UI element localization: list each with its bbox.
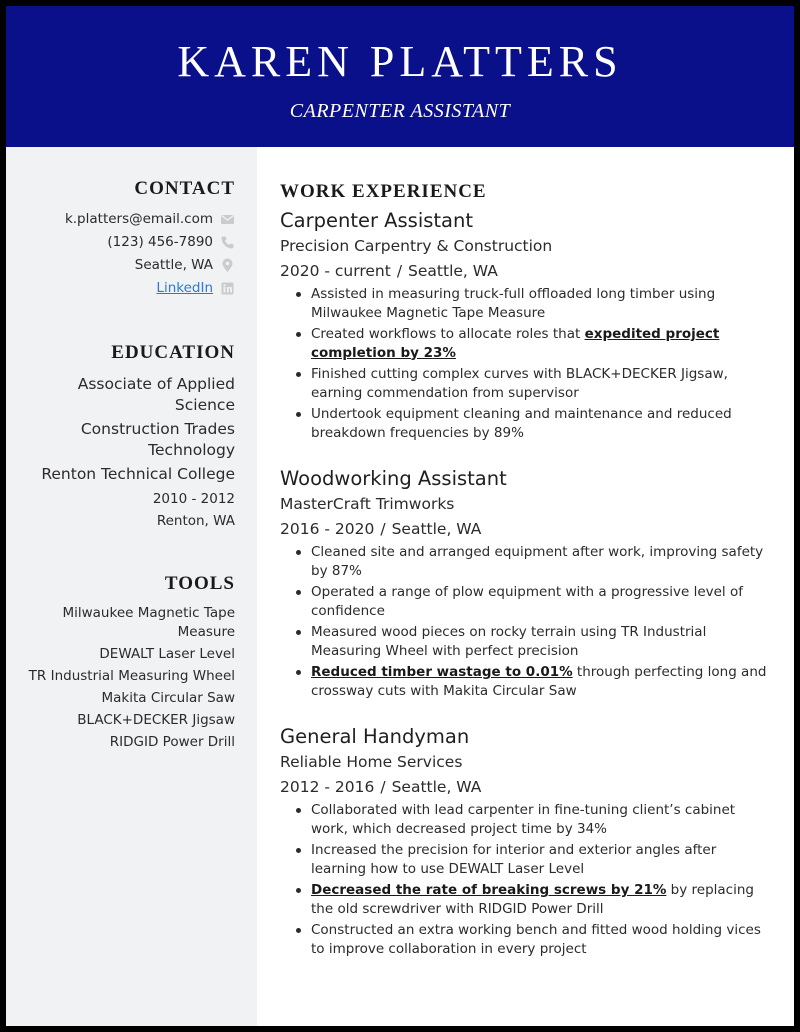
bullet-item	[294, 405, 770, 442]
bullet-text: Assisted in measuring truck-full offloaded long timber using Milwaukee Magnetic Tape Measure	[311, 286, 716, 321]
bullet-item	[294, 663, 770, 700]
email-text: k.platters@email.com	[64, 211, 213, 227]
education-degree: Associate of Applied Science	[77, 375, 235, 414]
bullet-text: by replacing the old screwdriver with RIDGID Power Drill	[311, 882, 754, 917]
bullet-item	[294, 325, 770, 362]
tools-list	[26, 604, 235, 752]
job-company: Reliable Home Services	[280, 753, 463, 771]
job-dates: 2016 - 2020	[280, 520, 375, 538]
bullet-item	[294, 285, 770, 322]
job-title: Carpenter Assistant	[280, 209, 474, 232]
education-heading: EDUCATION	[111, 342, 235, 363]
bullet-text: Operated a range of plow equipment with a progressive level of confidence	[311, 584, 743, 619]
job-dates: 2020 - current	[280, 262, 391, 280]
job-title: Woodworking Assistant	[280, 467, 507, 490]
tool-item: Makita Circular Saw	[101, 690, 235, 706]
job-entry	[280, 465, 770, 700]
bullet-text: through perfecting long and crossway cuts with Makita Circular Saw	[311, 664, 767, 699]
tool-item: BLACK+DECKER Jigsaw	[77, 712, 235, 728]
bullet-text: Undertook equipment cleaning and maintenance and reduced breakdown frequencies by 89%	[311, 406, 732, 441]
contact-location	[26, 254, 235, 277]
envelope-icon	[220, 212, 235, 227]
phone-text: (123) 456-7890	[107, 234, 213, 250]
bullet-item	[294, 365, 770, 402]
education-field: Construction Trades Technology	[80, 420, 235, 459]
education-years: 2010 - 2012	[152, 491, 235, 507]
map-pin-icon	[220, 258, 235, 273]
tool-item: DEWALT Laser Level	[99, 646, 235, 662]
location-text: Seattle, WA	[134, 257, 213, 273]
bullet-item	[294, 543, 770, 580]
job-meta	[280, 517, 770, 542]
meta-separator: /	[380, 778, 386, 796]
education-location: Renton, WA	[156, 513, 235, 529]
sidebar	[6, 147, 257, 1026]
bullet-item	[294, 583, 770, 620]
candidate-name: KAREN PLATTERS	[177, 37, 623, 86]
bullet-text: Cleaned site and arranged equipment after work, improving safety by 87%	[311, 544, 764, 579]
work-experience-heading: WORK EXPERIENCE	[280, 181, 487, 202]
job-title: General Handyman	[280, 725, 470, 748]
bullet-text: Increased the precision for interior and exterior angles after learning how to use DEWALT Laser Level	[311, 842, 717, 877]
job-bullets	[294, 285, 770, 442]
resume-page	[6, 6, 794, 1026]
bullet-text: Measured wood pieces on rocky terrain using TR Industrial Measuring Wheel with perfect precision	[311, 624, 707, 659]
linkedin-icon	[220, 281, 235, 296]
bullet-text: Collaborated with lead carpenter in fine-tuning client’s cabinet work, which decreased project time by 34%	[311, 802, 736, 837]
bullet-text: Finished cutting complex curves with BLACK+DECKER Jigsaw, earning commendation from supervisor	[311, 366, 728, 401]
education-entry	[26, 374, 235, 532]
contact-phone	[26, 231, 235, 254]
job-entry	[280, 207, 770, 442]
job-bullets	[294, 801, 770, 958]
job-dates: 2012 - 2016	[280, 778, 375, 796]
job-location: Seattle, WA	[391, 778, 482, 796]
bullet-highlight: Reduced timber wastage to 0.01%	[311, 664, 573, 680]
job-meta	[280, 259, 770, 284]
job-meta	[280, 775, 770, 800]
bullet-item	[294, 921, 770, 958]
meta-separator: /	[380, 520, 386, 538]
contact-list	[26, 208, 235, 300]
bullet-text: Created workflows to allocate roles that	[311, 326, 585, 342]
contact-email	[26, 208, 235, 231]
bullet-text: Constructed an extra working bench and fitted wood holding vices to improve collaboration in every project	[311, 922, 761, 957]
linkedin-link[interactable]: LinkedIn	[156, 280, 213, 296]
bullet-item	[294, 801, 770, 838]
bullet-highlight: expedited project completion by 23%	[311, 326, 720, 361]
tool-item: TR Industrial Measuring Wheel	[28, 668, 235, 684]
education-school: Renton Technical College	[41, 465, 235, 483]
bullet-item	[294, 841, 770, 878]
tool-item: RIDGID Power Drill	[109, 734, 235, 750]
contact-heading: CONTACT	[134, 178, 235, 199]
bullet-item	[294, 623, 770, 660]
meta-separator: /	[396, 262, 403, 280]
job-location: Seattle, WA	[408, 262, 498, 280]
bullet-item	[294, 881, 770, 918]
job-bullets	[294, 543, 770, 700]
job-entry	[280, 723, 770, 958]
resume-header	[6, 6, 794, 147]
bullet-highlight: Decreased the rate of breaking screws by 21%	[311, 882, 667, 898]
candidate-title: CARPENTER ASSISTANT	[289, 100, 511, 122]
job-company: Precision Carpentry & Construction	[280, 237, 553, 255]
tool-item: Milwaukee Magnetic Tape Measure	[62, 605, 235, 640]
job-company: MasterCraft Trimworks	[280, 495, 455, 513]
contact-linkedin	[26, 277, 235, 300]
main-content	[280, 147, 770, 961]
job-location: Seattle, WA	[391, 520, 482, 538]
phone-icon	[220, 235, 235, 250]
tools-heading: TOOLS	[164, 573, 235, 594]
